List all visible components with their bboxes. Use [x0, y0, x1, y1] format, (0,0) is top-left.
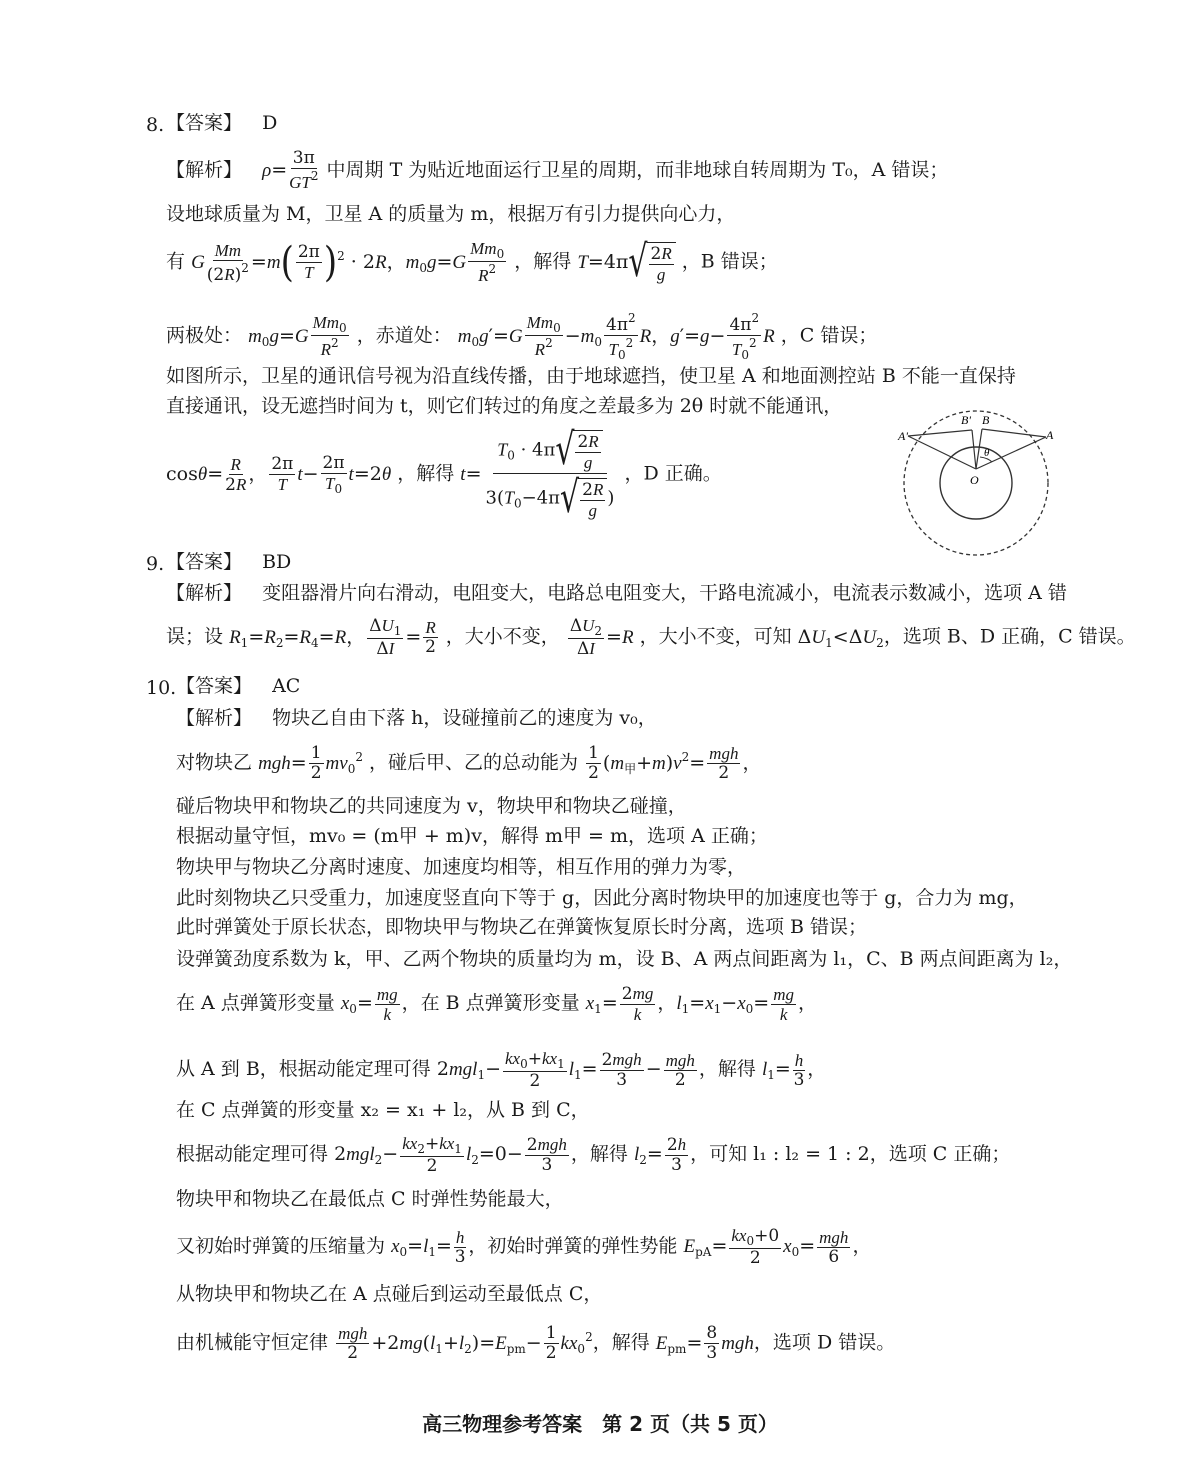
q10-formula-l1: $l_1=$ $\frac{h}{3}$ ，: [761, 1050, 827, 1090]
q9-l1-text: 变阻器滑片向右滑动，电阻变大，电路总电阻变大，干路电流减小，电流表示数减小，选项 A 错: [262, 582, 1067, 604]
label-o: O: [970, 473, 979, 487]
q8-l1-text: 中周期 T 为贴近地面运行卫星的周期，而非地球自转周期为 T₀，A 错误；: [326, 159, 949, 181]
q10-analysis-line-4: 根据动量守恒，mv₀ = (m甲 + m)v，解得 m甲 = m，选项 A 正确；: [176, 825, 768, 847]
q10-answer-tag: 【答案】: [176, 675, 253, 697]
q8-formula-rho: ρ= $\frac{3\pi}{GT^2}$: [262, 148, 319, 192]
q10-l16-text-a: 由机械能守恒定律: [176, 1331, 329, 1354]
line-b-prime-o: [972, 430, 976, 469]
q10-formula-energy: mgh= $\frac{1}{2}$ $mv_0^2$: [258, 743, 363, 783]
q8-l4-text-a: 两极处：: [166, 324, 243, 347]
line-b-o: [976, 429, 982, 469]
line-a-prime-o: [908, 436, 976, 469]
q10-l12-text-c: ，可知 l₁ : l₂ = 1 : 2，选项 C 正确；: [690, 1143, 1011, 1165]
q10-analysis-line-15: 从物块甲和物块乙在 A 点碰后到运动至最低点 C，: [176, 1283, 603, 1305]
q8-answer-value: D: [262, 112, 278, 134]
q8-analysis-tag: 【解析】: [166, 159, 243, 181]
q8-formula-pole: $m_0g=G$ $\frac{Mm_0}{R^2}$: [248, 313, 347, 359]
q10-analysis-line-11: 在 C 点弹簧的形变量 x₂ = x₁ + l₂，从 B 到 C，: [176, 1099, 590, 1121]
q10-answer-line: [176, 677, 300, 696]
q10-l1-text: 物块乙自由下落 h，设碰撞前乙的速度为 v₀，: [272, 707, 657, 729]
q10-l16-text-b: ，解得: [592, 1331, 650, 1354]
q9-l2-text-b: ，大小不变，: [445, 625, 560, 648]
q10-analysis-line-5: 物块甲与物块乙分离时速度、加速度均相等，相互作用的弹力为零，: [176, 856, 747, 878]
q9-answer-tag: 【答案】: [166, 551, 243, 573]
q8-analysis-line-5: 如图所示，卫星的通讯信号视为沿直线传播，由于地球遮挡，使卫星 A 和地面测控站 B 不能一直保持: [166, 365, 1016, 387]
q9-l2-text-d: ，选项 B、D 正确，C 错误。: [883, 625, 1136, 648]
q10-l2-text-b: ，碰后甲、乙的总动能为: [369, 751, 579, 774]
q8-formula-period: T=4π √ $\frac{2R}{g}$: [577, 251, 681, 273]
q9-analysis-line-1: [166, 584, 1067, 603]
q8-analysis-line-4: [166, 312, 877, 361]
line-b-a: [982, 429, 1046, 437]
label-b-prime: B': [961, 413, 971, 427]
q8-analysis-line-2: 设地球质量为 M，卫星 A 的质量为 m，根据万有引力提供向心力，: [166, 203, 736, 225]
q10-analysis-line-14: [176, 1227, 871, 1267]
q10-l10-text-b: ，解得: [698, 1058, 756, 1080]
q10-l10-text-a: 从 A 到 B，根据动能定理可得: [176, 1058, 431, 1080]
q10-formula-l2: $l_2=$ $\frac{2h}{3}$: [633, 1135, 687, 1175]
q10-formula-kinetic: $\frac{1}{2}$ $(m_甲+m)v^2=$ mgh 2 ，: [588, 743, 762, 783]
q9-formula-compare: $\Delta U_1<\Delta U_2$: [797, 625, 884, 650]
q10-l9-text-a: 在 A 点弹簧形变量: [176, 992, 335, 1014]
q10-formula-compression: $x_0=l_1=$ $\frac{h}{3}$: [391, 1227, 466, 1267]
q8-answer-tag: 【答案】: [166, 112, 243, 134]
q8-answer-line: [166, 114, 277, 133]
q8-l3-text-b: ，解得: [514, 250, 572, 273]
q10-formula-x1: $x_1=$ $\frac{2mg}{k}$ ，$l_1=x_1-x_0=$ $\frac{mg}{k}$ ，: [585, 984, 817, 1024]
q8-formula-cos: cosθ= $\frac{R}{2R}$ ， $\frac{2\pi}{T}$ t− $\frac{2\pi}{T_0}$ t=2θ: [166, 452, 392, 496]
q10-l12-text-a: 根据动能定理可得: [176, 1143, 329, 1165]
q10-l9-text-b: ，在 B 点弹簧形变量: [401, 992, 580, 1014]
q9-l2-text-c: ，大小不变，可知: [639, 625, 792, 648]
q10-formula-work-bc: 2mgl$_2$− $\frac{kx_2+kx_1}{2}$ $l_2=0-$ 2mgh 3: [334, 1134, 567, 1176]
q10-answer-value: AC: [272, 675, 301, 697]
q8-analysis-line-6: 直接通讯，设无遮挡时间为 t，则它们转过的角度之差最多为 2θ 时就不能通讯，: [166, 395, 843, 417]
q10-l14-text-b: ，初始时弹簧的弹性势能: [468, 1235, 678, 1257]
q9-formula-u2: $\frac{\Delta U_2}{\Delta I}$ =R: [569, 616, 634, 659]
q8-formula-time: t= $T_0 \cdot 4\pi$ √ $\frac{2R}{g}$ $3(T_0-4\pi$ √ $\frac{2R}{g}$ ): [460, 424, 615, 524]
q8-l7-text-b: ，解得: [397, 462, 455, 485]
q10-formula-conservation: mgh 2 $+2mg(l_1+l_2)=E_{pm}-$ $\frac{1}{2}$ $kx_0^2$: [338, 1323, 593, 1363]
label-a-prime: A': [898, 429, 908, 443]
q10-analysis-line-7: 此时弹簧处于原长状态，即物块甲与物块乙在弹簧恢复原长时分离，选项 B 错误；: [176, 916, 868, 938]
q8-analysis-line-3: [166, 236, 778, 288]
label-b: B: [982, 413, 990, 427]
q8-number: 8.: [146, 114, 165, 136]
q10-analysis-tag: 【解析】: [176, 707, 253, 729]
q9-answer-value: BD: [262, 551, 292, 573]
q10-formula-epm: $E_{pm}=$ $\frac{8}{3}$ mgh: [655, 1323, 754, 1363]
q10-analysis-line-13: 物块甲和物块乙在最低点 C 时弹性势能最大，: [176, 1188, 564, 1210]
q8-analysis-line-7: [166, 424, 722, 524]
q10-l12-text-b: ，解得: [570, 1143, 628, 1165]
q10-analysis-line-10: [176, 1050, 826, 1090]
q10-formula-work-ab: 2mgl$_1$− $\frac{kx_0+kx_1}{2}$ $l_1=$ 2mgh 3 − mgh 2: [436, 1049, 695, 1091]
q10-number: 10.: [146, 677, 177, 699]
q9-answer-line: [166, 553, 291, 572]
line-a-prime-b-prime: [908, 430, 972, 436]
label-a: A: [1046, 428, 1054, 442]
q10-analysis-line-3: 碰后物块甲和物块乙的共同速度为 v，物块甲和物块乙碰撞，: [176, 795, 687, 817]
q9-analysis-tag: 【解析】: [166, 582, 243, 604]
q8-l4-text-b: ，赤道处：: [356, 324, 452, 347]
q9-l2-text-a: 误；设: [166, 625, 224, 648]
q8-l3-text-a: 有: [166, 250, 186, 273]
q10-l2-text-a: 对物块乙: [176, 751, 253, 774]
page-footer: 高三物理参考答案 第 2 页（共 5 页）: [422, 1412, 778, 1436]
q10-analysis-line-16: [176, 1325, 895, 1362]
q8-l4-text-c: ，C 错误；: [780, 324, 878, 347]
q10-l16-text-c: ，选项 D 错误。: [753, 1331, 896, 1354]
q9-formula-resistors: $R_1=R_2=R_4=R$， $\frac{\Delta U_1}{\Delta I}$ = $\frac{R}{2}$: [229, 616, 436, 659]
label-theta: θ: [984, 447, 990, 459]
q10-analysis-line-9: [176, 985, 817, 1023]
q8-orbit-figure: [896, 402, 1058, 562]
q10-analysis-line-2: [176, 745, 761, 782]
q8-l7-text-c: ，D 正确。: [624, 462, 722, 485]
q10-analysis-line-12: [176, 1135, 1010, 1175]
q10-analysis-line-1: [176, 709, 657, 728]
q9-number: 9.: [146, 553, 165, 575]
q10-formula-epa: $E_{pA}=$ $\frac{kx_0+0}{2}$ $x_0=$ mgh 6 ，: [683, 1226, 872, 1268]
q8-analysis-line-1: [166, 150, 948, 192]
q8-l3-text-c: ，B 错误；: [681, 250, 778, 273]
q9-analysis-line-2: [166, 617, 1136, 658]
q10-analysis-line-6: 此时刻物块乙只受重力，加速度竖直向下等于 g，因此分离时物块甲的加速度也等于 g，合力为 mg，: [176, 887, 1028, 909]
q10-l14-text-a: 又初始时弹簧的压缩量为: [176, 1235, 386, 1257]
q8-formula-gravity: G $\frac{Mm}{(2R)^2}$ =m( $\frac{2\pi}{T}$ )$^2$ · 2R，$m_0g=G$ $\frac{Mm_0}{R^2}$: [191, 238, 505, 287]
q10-analysis-line-8: 设弹簧劲度系数为 k，甲、乙两个物块的质量均为 m，设 B、A 两点间距离为 l₁，C、B 两点间距离为 l₂，: [176, 948, 1073, 970]
q8-formula-equator: $m_0g'=G$ $\frac{Mm_0}{R^2}$ $-m_0$ $\frac{4\pi^2}{T_0^2}$ R，g′=g− $\frac{4\pi^2}{T_0^2}$ R: [457, 311, 775, 362]
q10-formula-x0: $x_0=$ $\frac{mg}{k}$: [340, 984, 398, 1024]
